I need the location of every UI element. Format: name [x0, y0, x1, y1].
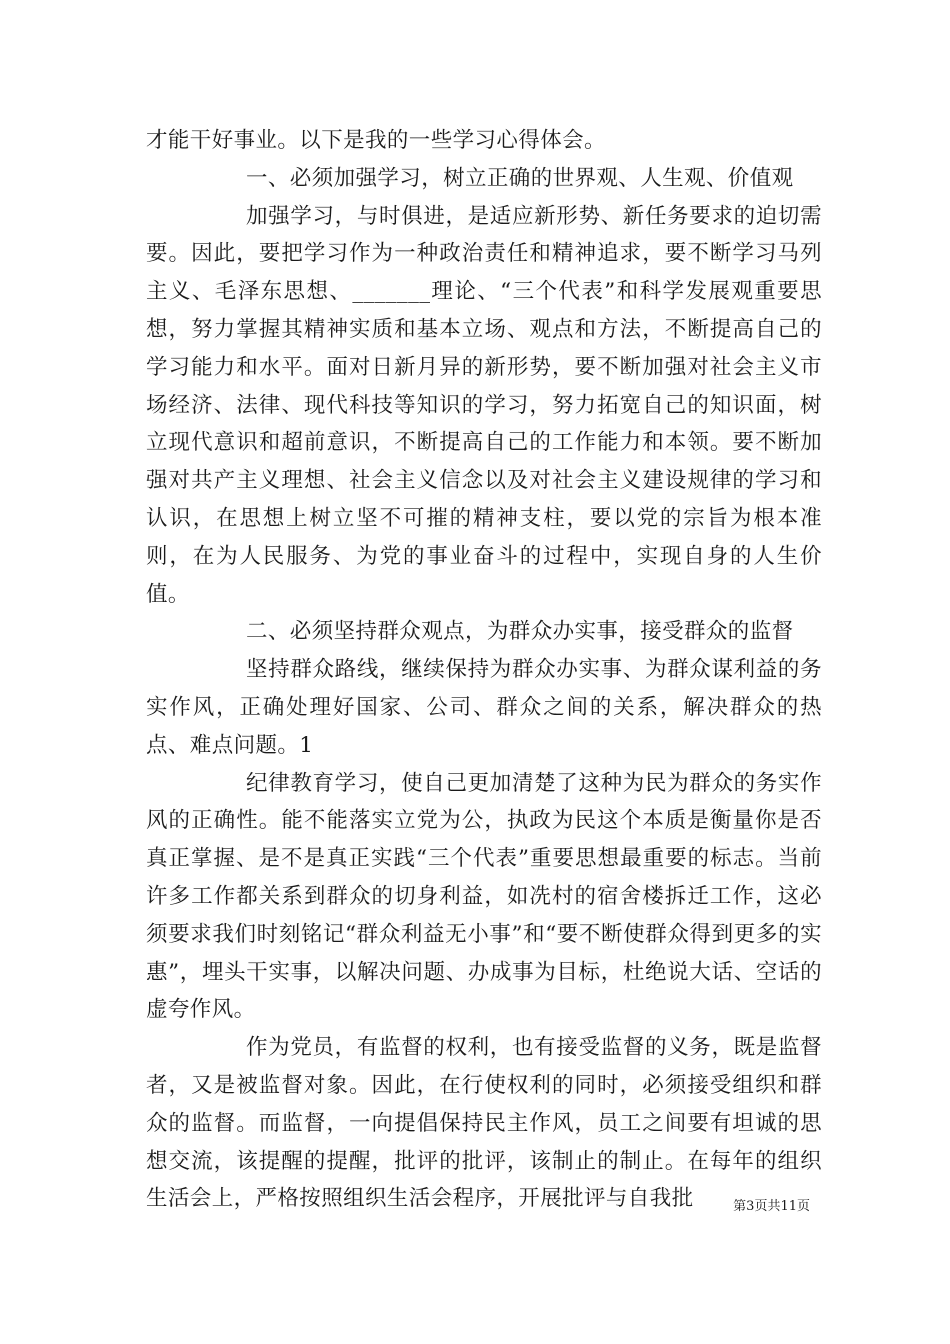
section-heading-1: 一、必须加强学习，树立正确的世界观、人生观、价值观: [246, 165, 794, 191]
page-number-footer: 第3页共11页: [733, 1199, 810, 1214]
paragraph-mass-line: 坚持群众路线，继续保持为群众办实事、为群众谋利益的务实作风，正确处理好国家、公司、群众之间的关系，解决群众的热点、难点问题。1: [146, 657, 822, 758]
document-body: [146, 122, 822, 1218]
paragraph-discipline-education: 纪律教育学习，使自己更加清楚了这种为民为群众的务实作风的正确性。能不能落实立党为公，执政为民这个本质是衡量你是否真正掌握、是不是真正实践“三个代表”重要思想最重要的标志。当前许多工作都关系到群众的切身利益，如冼村的宿舍楼拆迁工作，这必须要求我们时刻铭记“群众利益无小事”和“要不断使群众得到更多的实惠”，埋头干实事，以解决问题、办成事为目标，杜绝说大话、空话的虚夸作风。: [146, 770, 822, 1023]
section-heading-2: 二、必须坚持群众观点，为群众办实事，接受群众的监督: [246, 619, 794, 645]
paragraph-study: 加强学习，与时俱进，是适应新形势、新任务要求的迫切需要。因此，要把学习作为一种政治责任和精神追求，要不断学习马列主义、毛泽东思想、_______理论、“三个代表”和科学发展观重要思想，努力掌握其精神实质和基本立场、观点和方法，不断提高自己的学习能力和水平。面对日新月异的新形势，要不断加强对社会主义市场经济、法律、现代科技等知识的学习，努力拓宽自己的知识面，树立现代意识和超前意识，不断提高自己的工作能力和本领。要不断加强对共产主义理想、社会主义信念以及对社会主义建设规律的学习和认识，在思想上树立坚不可摧的精神支柱，要以党的宗旨为根本准则，在为人民服务、为党的事业奋斗的过程中，实现自身的人生价值。: [146, 203, 822, 607]
paragraph-intro-ending: 才能干好事业。以下是我的一些学习心得体会。: [146, 128, 606, 153]
paragraph-supervision: 作为党员，有监督的权利，也有接受监督的义务，既是监督者，又是被监督对象。因此，在行使权利的同时，必须接受组织和群众的监督。而监督，一向提倡保持民主作风，员工之间要有坦诚的思想交流，该提醒的提醒，批评的批评，该制止的制止。在每年的组织生活会上，严格按照组织生活会程序，开展批评与自我批: [146, 1035, 822, 1212]
